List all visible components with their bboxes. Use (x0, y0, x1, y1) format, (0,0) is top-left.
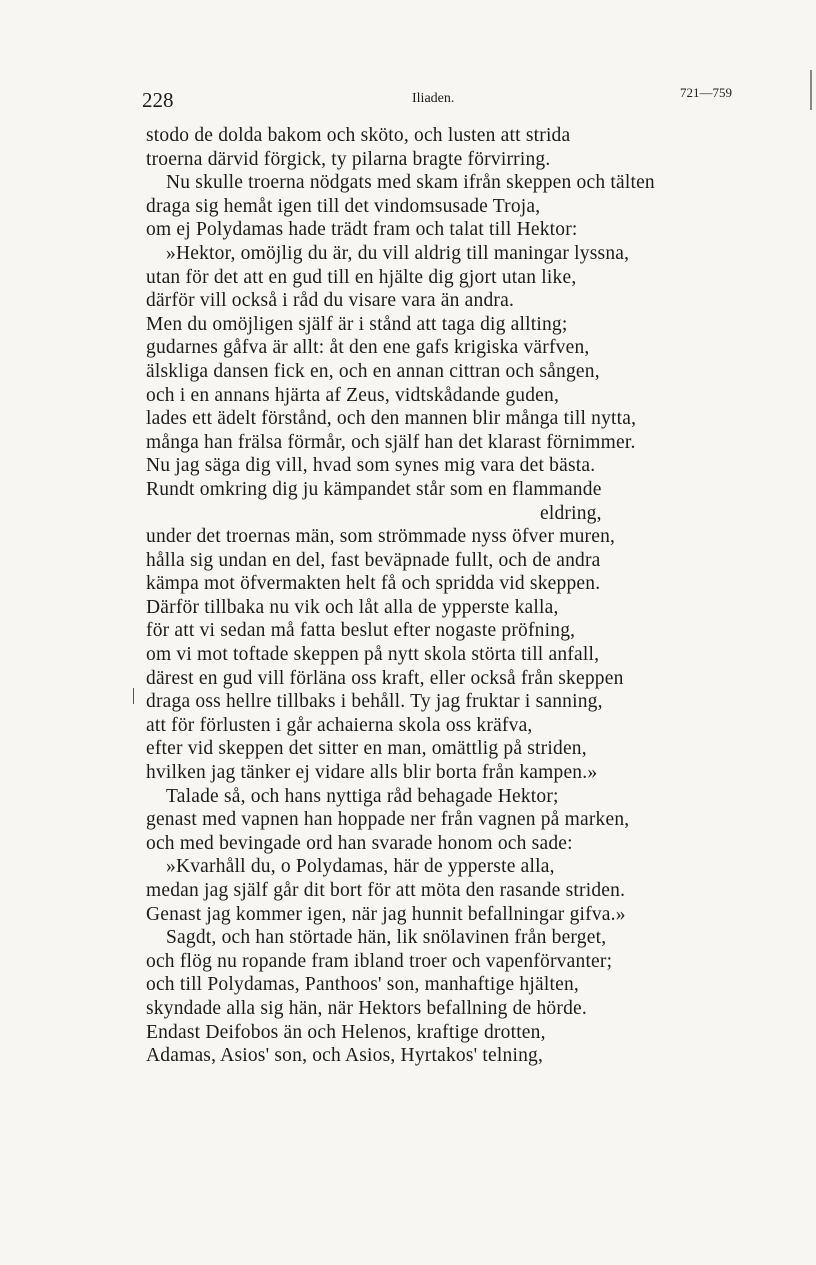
text-line: och flög nu ropande fram ibland troer och vapenförvanter; (146, 950, 613, 972)
text-line: skyndade alla sig hän, när Hektors befallning de hörde. (146, 997, 587, 1019)
text-line: och med bevingade ord han svarade honom och sade: (146, 832, 573, 854)
text-line: draga sig hemåt igen till det vindomsusade Troja, (146, 195, 541, 217)
page-edge-mark (133, 688, 134, 704)
page-header (142, 84, 734, 112)
text-line: utan för det att en gud till en hjälte dig gjort utan like, (146, 266, 577, 288)
text-line: och i en annans hjärta af Zeus, vidtskådande guden, (146, 384, 560, 406)
text-line: Rundt omkring dig ju kämpandet står som en flammande (146, 478, 602, 500)
text-line: troerna därvid förgick, ty pilarna bragte förvirring. (146, 148, 551, 170)
text-line: om ej Polydamas hade trädt fram och talat till Hektor: (146, 219, 578, 241)
text-line: och till Polydamas, Panthoos' son, manhaftige hjälten, (146, 974, 579, 996)
text-line: Nu jag säga dig vill, hvad som synes mig vara det bästa. (146, 455, 596, 477)
text-line: »Kvarhåll du, o Polydamas, här de ypperste alla, (166, 856, 555, 878)
text-line: eldring, (540, 502, 602, 524)
text-line: Sagdt, och han störtade hän, lik snölavinen från berget, (166, 927, 607, 949)
text-line: kämpa mot öfvermakten helt få och spridda vid skeppen. (146, 573, 601, 595)
text-line: hålla sig undan en del, fast beväpnade fullt, och de andra (146, 549, 601, 571)
text-line: därest en gud vill förläna oss kraft, eller också från skeppen (146, 667, 624, 689)
text-line: Genast jag kommer igen, när jag hunnit befallningar gifva.» (146, 903, 626, 925)
text-line: om vi mot toftade skeppen på nytt skola störta till anfall, (146, 644, 600, 666)
text-line: Därför tillbaka nu vik och låt alla de ypperste kalla, (146, 596, 559, 618)
text-line: Nu skulle troerna nödgats med skam ifrån skeppen och tälten (166, 172, 655, 194)
text-line: Endast Deifobos än och Helenos, kraftige drotten, (146, 1021, 546, 1043)
verse-line-range: 721—759 (680, 85, 732, 100)
text-line: Men du omöjligen själf är i stånd att taga dig allting; (146, 313, 568, 335)
page-number: 228 (142, 88, 174, 112)
text-line: »Hektor, omöjlig du är, du vill aldrig till maningar lyssna, (166, 242, 630, 264)
text-line: många han frälsa förmår, och själf han det klarast förnimmer. (146, 431, 636, 453)
text-line: Talade så, och hans nyttiga råd behagade Hektor; (166, 785, 559, 807)
page-edge-mark (810, 70, 812, 110)
text-line: att för förlusten i går achaierna skola oss kräfva, (146, 714, 533, 736)
text-line: Adamas, Asios' son, och Asios, Hyrtakos' telning, (146, 1045, 544, 1067)
text-line: lades ett ädelt förstånd, och den mannen blir många till nytta, (146, 408, 637, 430)
text-line: gudarnes gåfva är allt: åt den ene gafs krigiska värfven, (146, 337, 590, 359)
text-line: draga oss hellre tillbaks i behåll. Ty jag fruktar i sanning, (146, 691, 603, 713)
poem-text (146, 124, 746, 1068)
text-line: hvilken jag tänker ej vidare alls blir borta från kampen.» (146, 762, 598, 784)
text-line: för att vi sedan må fatta beslut efter nogaste pröfning, (146, 620, 576, 642)
text-line: älskliga dansen fick en, och en annan cittran och sången, (146, 360, 600, 382)
text-line: under det troernas män, som strömmade nyss öfver muren, (146, 526, 616, 548)
running-title: Iliaden. (412, 91, 455, 106)
text-line: genast med vapnen han hoppade ner från vagnen på marken, (146, 809, 630, 831)
text-line: därför vill också i råd du visare vara än andra. (146, 290, 515, 312)
text-line: stodo de dolda bakom och sköto, och lusten att strida (146, 125, 571, 146)
text-line: efter vid skeppen det sitter en man, omättlig på striden, (146, 738, 587, 760)
text-line: medan jag själf går dit bort för att möta den rasande striden. (146, 880, 626, 901)
